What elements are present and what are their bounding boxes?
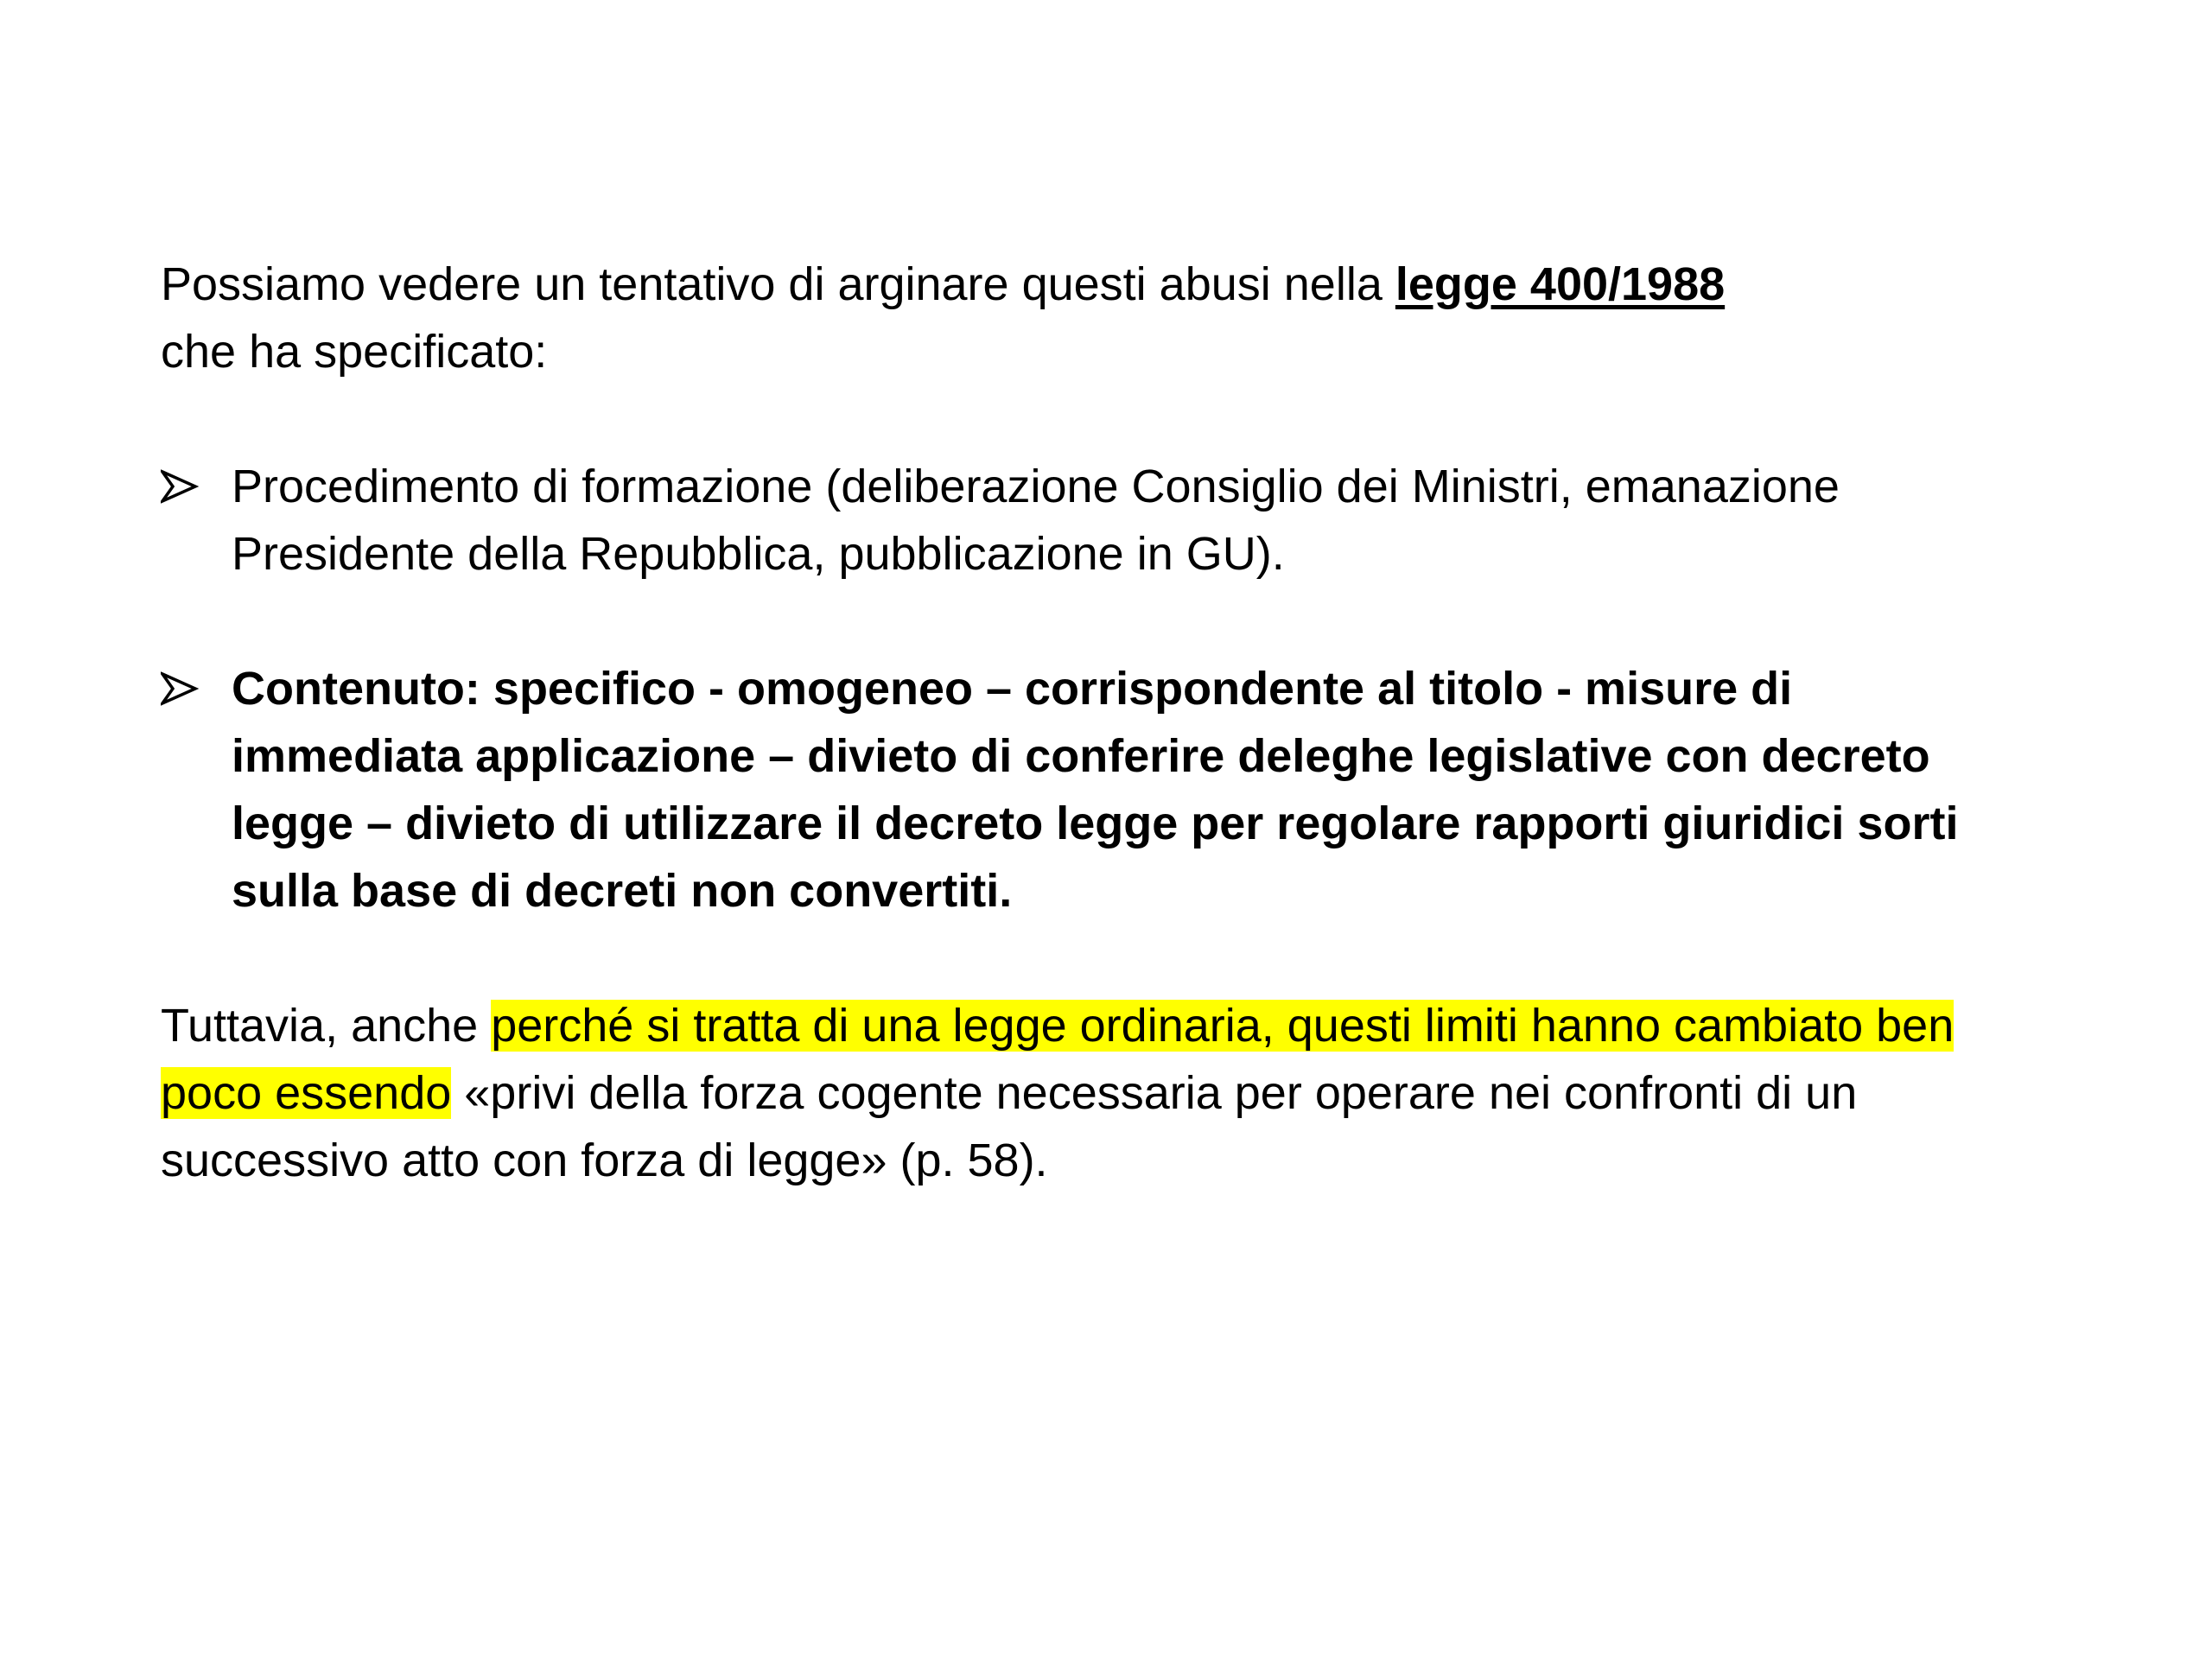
- intro-paragraph: [161, 251, 1967, 385]
- bullet-item-content: [161, 655, 1967, 925]
- arrowhead-bullet-icon: [161, 655, 206, 722]
- bullet-text: Procedimento di formazione (deliberazione Consiglio dei Ministri, emanazione Presidente della Repubblica, pubblicazione in GU).: [232, 461, 1840, 580]
- intro-text: Possiamo vedere un tentativo di arginare questi abusi nella: [161, 258, 1395, 310]
- law-reference: legge 400/1988: [1395, 258, 1726, 310]
- arrowhead-bullet-icon: [161, 453, 206, 520]
- slide-body: [161, 251, 1967, 1194]
- bullet-text: Contenuto: specifico - omogeneo – corrispondente al titolo - misure di immediata applicazione – divieto di conferire deleghe legislative con decreto legge – divieto di utilizzare il decreto legge per regolare rapporti giuridici sorti sulla base di decreti non convertiti.: [232, 663, 1959, 917]
- quote-text: «privi della forza cogente necessaria per operare nei confronti di un successivo atto con forza di legge» (p. 58).: [161, 1067, 1858, 1186]
- highlighted-text: perché si tratta di una legge ordinaria, questi limiti hanno cambiato ben poco essendo: [161, 1000, 1955, 1119]
- conclusion-paragraph: [161, 992, 1967, 1194]
- intro-text-line2: che ha specificato:: [161, 326, 548, 378]
- conclusion-text: Tuttavia, anche: [161, 1000, 492, 1052]
- bullet-item-procedure: [161, 453, 1967, 588]
